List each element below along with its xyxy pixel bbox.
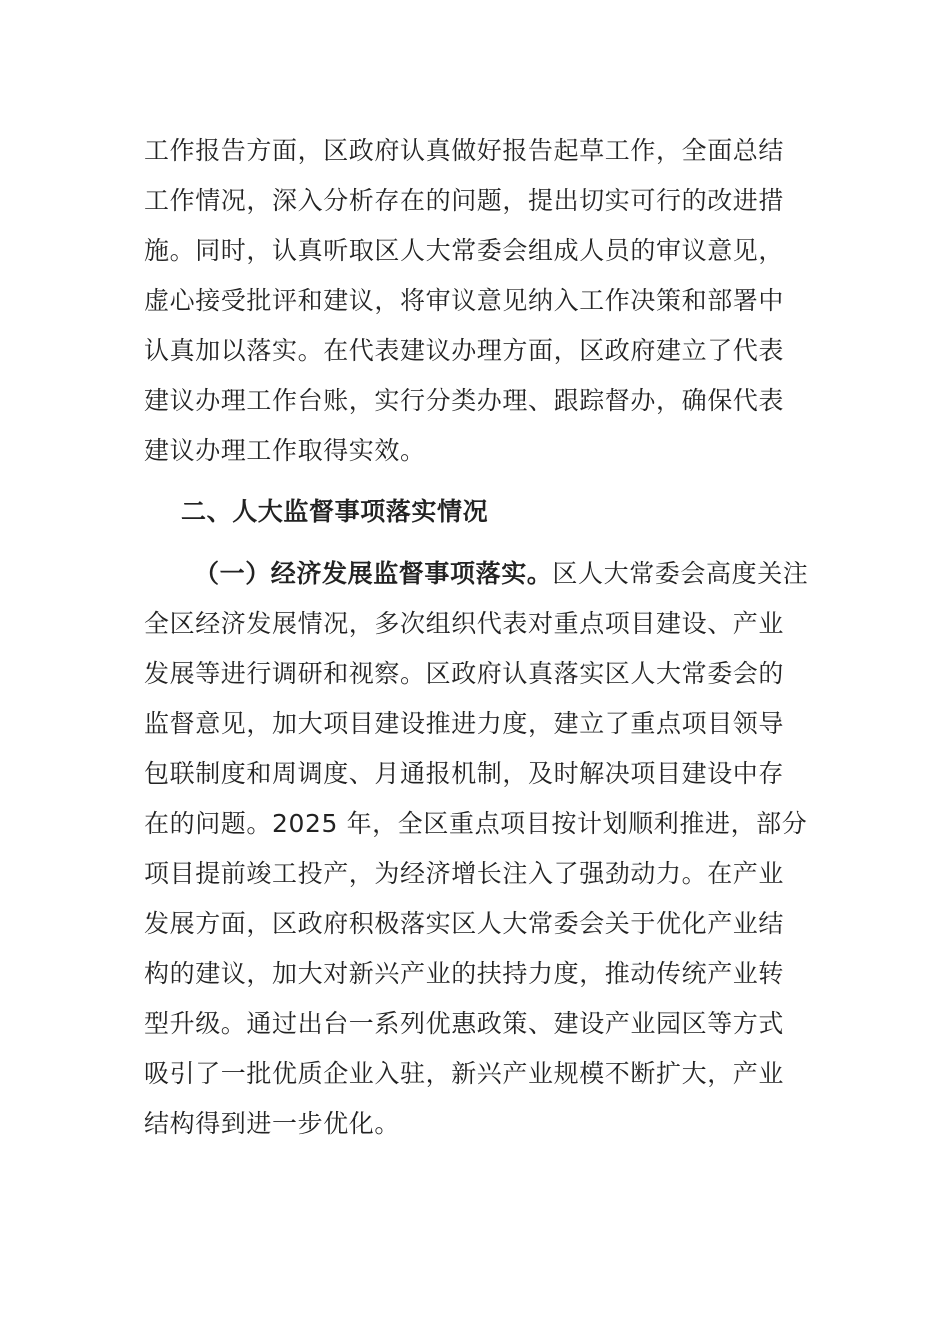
text-line: 在的问题。2025 年，全区重点项目按计划顺利推进，部分 (144, 809, 808, 838)
text-line: 施。同时，认真听取区人大常委会组成人员的审议意见， (144, 236, 785, 265)
text-line: 发展方面，区政府积极落实区人大常委会关于优化产业结 (144, 909, 785, 938)
text-line: 吸引了一批优质企业入驻，新兴产业规模不断扩大，产业 (144, 1059, 785, 1088)
text-line: 型升级。通过出台一系列优惠政策、建设产业园区等方式 (144, 1009, 785, 1038)
text-line: 建议办理工作取得实效。 (144, 436, 426, 465)
text-line: 建议办理工作台账，实行分类办理、跟踪督办，确保代表 (144, 386, 785, 415)
text-line-first (194, 559, 808, 589)
subheading-lead: （一）经济发展监督事项落实。 (194, 559, 553, 588)
text-line: 认真加以落实。在代表建议办理方面，区政府建立了代表 (144, 336, 785, 365)
text-line: 构的建议，加大对新兴产业的扶持力度，推动传统产业转 (144, 959, 785, 988)
text-line: 项目提前竣工投产，为经济增长注入了强劲动力。在产业 (144, 859, 785, 888)
section-heading: 二、人大监督事项落实情况 (181, 497, 489, 526)
text-line: 虚心接受批评和建议，将审议意见纳入工作决策和部署中 (144, 286, 785, 315)
text-line: 发展等进行调研和视察。区政府认真落实区人大常委会的 (144, 659, 785, 688)
text-line: 工作情况，深入分析存在的问题，提出切实可行的改进措 (144, 186, 785, 215)
text-line: 监督意见，加大项目建设推进力度，建立了重点项目领导 (144, 709, 785, 738)
text-line: 结构得到进一步优化。 (144, 1109, 401, 1138)
text-line: 工作报告方面，区政府认真做好报告起草工作，全面总结 (144, 136, 785, 165)
text-line: 全区经济发展情况，多次组织代表对重点项目建设、产业 (144, 609, 785, 638)
text-line: 包联制度和周调度、月通报机制，及时解决项目建设中存 (144, 759, 785, 788)
first-line-rest: 区人大常委会高度关注 (552, 559, 809, 588)
